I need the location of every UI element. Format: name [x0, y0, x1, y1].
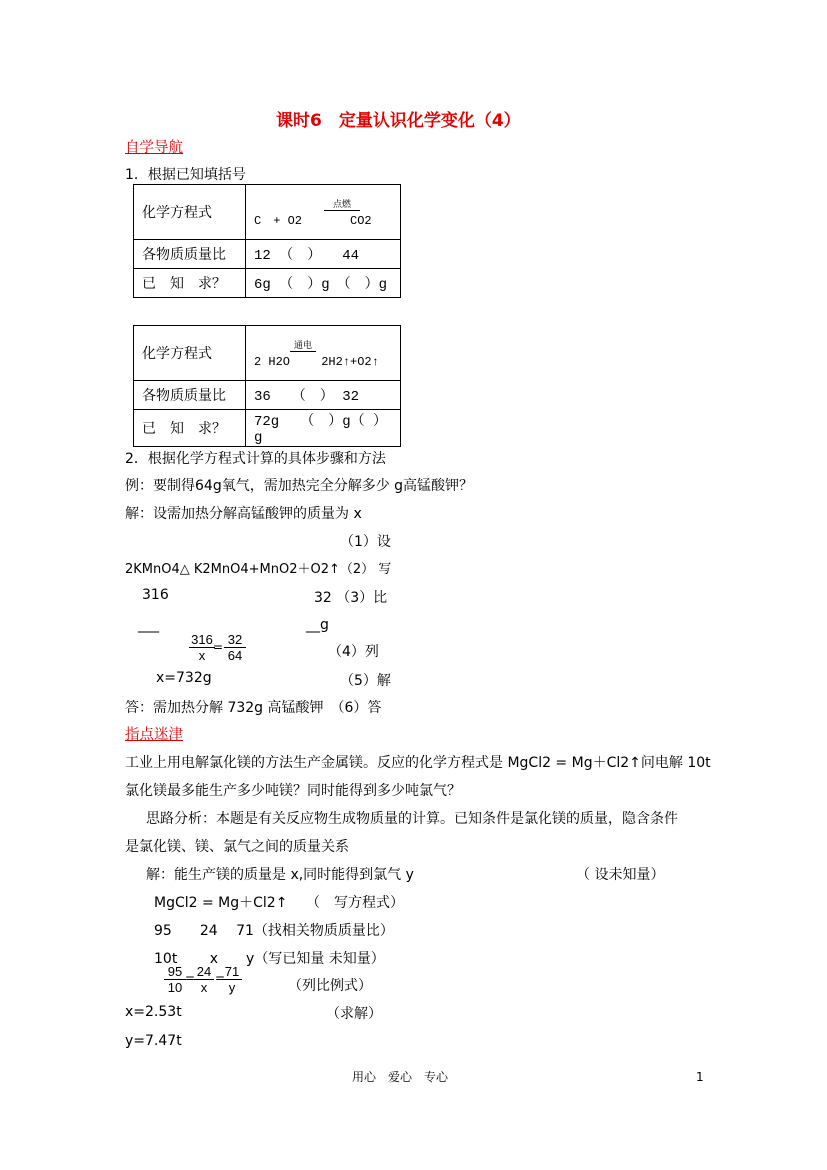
x-result: x=2.53t: [125, 1004, 182, 1020]
page-title: 课时6 定量认识化学变化（4）: [276, 111, 521, 131]
solution-step-1-note: （ 设未知量）: [576, 867, 665, 883]
blank-g: __g: [306, 617, 329, 633]
ratio-316: 316: [142, 587, 169, 603]
y-result: y=7.47t: [125, 1033, 182, 1049]
paragraph-2a: 思路分析：本题是有关反应物生成物质量的计算。已知条件是氯化镁的质量，隐含条件: [146, 811, 678, 827]
question-1: 1．根据已知填括号: [125, 167, 246, 183]
solution-intro: 解：设需加热分解高锰酸钾的质量为 x: [125, 506, 362, 522]
fraction-32-64: $\frac{32}{64}$: [224, 632, 246, 663]
table2-equation: 2 H2O 2H2↑+O2↑: [254, 354, 379, 369]
paragraph-2b: 是氯化镁、镁、氯气之间的质量关系: [125, 839, 349, 855]
answer-line: 答：需加热分解 732g 高锰酸钾 （6）答: [125, 700, 382, 716]
table2-label-equation: 化学方程式: [134, 326, 246, 381]
equals-sign-3: =: [215, 971, 226, 985]
table2-equation-cell: [246, 326, 401, 381]
equals-sign: =: [213, 640, 224, 654]
table2-ratio: 36 （ ） 32: [246, 381, 401, 410]
x-value: x=732g: [156, 670, 212, 686]
paragraph-1b: 氯化镁最多能生产多少吨镁？同时能得到多少吨氯气？: [125, 783, 461, 799]
step-1: （1）设: [340, 534, 391, 550]
paragraph-1a: 工业上用电解氯化镁的方法生产金属镁。反应的化学方程式是 MgCl2 = Mg＋Cl2↑问电解 10t: [125, 755, 711, 771]
table1-ratio: 12 （ ） 44: [246, 240, 401, 269]
equation-table-2: [133, 325, 401, 447]
decomposition-equation: 2KMnO4△ K2MnO4+MnO2＋O2↑（2） 写: [125, 562, 392, 577]
fraction-71-y: $\frac{71}{y}$: [222, 964, 242, 995]
fraction-95-10: $\frac{95}{10}$: [164, 964, 186, 995]
ratio-32-step3: 32 （3）比: [314, 590, 388, 606]
fraction-24-x: $\frac{24}{x}$: [194, 964, 214, 995]
step-4: （4）列: [328, 644, 379, 660]
table2-known: 72g （ ）g（ ）g: [246, 410, 401, 447]
table1-equation-cell: [246, 185, 401, 240]
table1-condition: 点燃: [332, 199, 351, 210]
solution-step-1: 解：能生产镁的质量是 x,同时能得到氯气 y: [146, 867, 414, 883]
solution-step-4: 10t x y（写已知量 未知量）: [154, 951, 385, 967]
page-footer: 用心 爱心 专心: [352, 1070, 449, 1084]
table1-known: 6g （ ）g （ ）g: [246, 269, 401, 298]
step-5: （5）解: [340, 673, 391, 689]
table2-label-known: 已 知 求？: [134, 410, 246, 447]
example-text: 例：要制得64g氧气，需加热完全分解多少 g高锰酸钾？: [125, 478, 474, 494]
table2-condition: 通电: [293, 340, 312, 351]
table1-label-known: 已 知 求？: [134, 269, 246, 298]
table1-label-ratio: 各物质质量比: [134, 240, 246, 269]
solution-step-5-note: （列比例式）: [288, 978, 372, 994]
page-number: 1: [696, 1070, 704, 1084]
equals-sign-2: =: [185, 971, 196, 985]
section-heading-tips: 指点迷津: [125, 727, 183, 743]
question-2: 2．根据化学方程式计算的具体步骤和方法: [125, 451, 386, 467]
equation-table-1: [133, 184, 401, 298]
solution-equation: MgCl2 = Mg＋Cl2↑: [154, 895, 288, 911]
fraction-316-x: $\frac{316}{x}$: [189, 632, 215, 663]
table1-label-equation: 化学方程式: [134, 185, 246, 240]
solution-step-6-note: （求解）: [326, 1006, 382, 1022]
solution-step-2-note: （ 写方程式）: [306, 895, 404, 911]
blank-x: ___: [138, 617, 159, 633]
table1-equation: C + O2 CO2: [254, 213, 372, 228]
table2-label-ratio: 各物质质量比: [134, 381, 246, 410]
section-heading-self-study: 自学导航: [125, 140, 183, 156]
solution-step-3: 95 24 71（找相关物质质量比）: [154, 923, 394, 939]
